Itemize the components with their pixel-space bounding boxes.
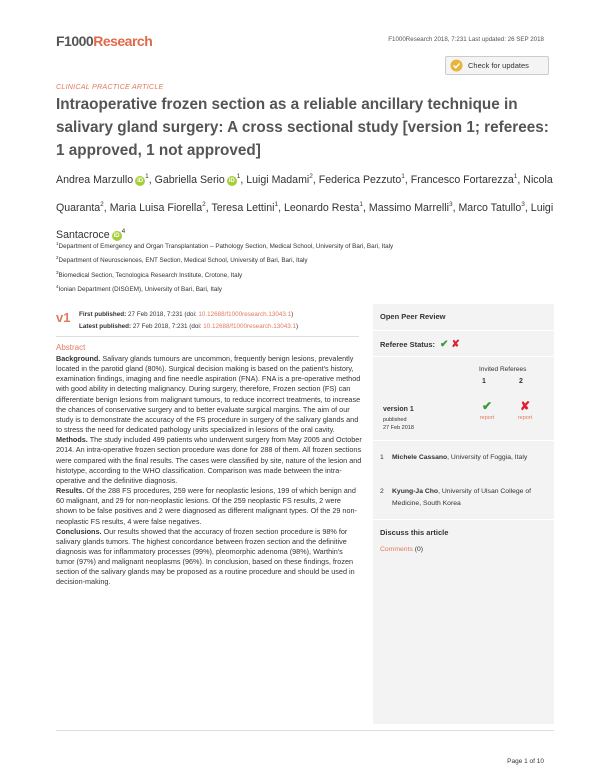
footer-divider — [56, 730, 554, 731]
author[interactable]: Federica Pezzuto — [318, 174, 402, 186]
comments — [380, 546, 423, 553]
author-affil-sup: 4 — [121, 228, 126, 235]
open-peer-review-panel — [373, 304, 554, 724]
affiliation-text: Department of Emergency and Organ Transplantation – Pathology Section, Medical School, University of Bari, Bari, Italy — [58, 243, 394, 250]
affiliation — [56, 267, 556, 281]
abstract-section-text: Salivary glands tumours are uncommon, frequently benign lesions, prevalently located in the parotid gland (80%). Surgical decision making is based on the patient's history, examination findings, imaging and fine needle aspiration (FNA). FNA is a pre-operative method with good ability in detecting malignancy. During surgery, therefore, Frozen section (FS) can differentiate benign lesions from malignant tumours, to reduce incorrect treatments, to increase the chances of conservative surgery and to better evaluate surgical margins. The aim of our study is to demonstrate the accuracy of the FS procedure in surgery of the salivary glands and to stress the need for dedicated pathology units specialized in lesions of the oral cavity. — [56, 354, 361, 435]
affiliation-text: Biomedical Section, Tecnologica Research Institute, Crotone, Italy — [58, 271, 243, 279]
report-link[interactable]: report — [517, 415, 533, 421]
author-sep: , — [103, 201, 110, 214]
author-affil-sup: 1 — [401, 173, 405, 180]
divider — [373, 330, 554, 331]
paren: ) — [291, 311, 294, 318]
author-sep: , — [517, 174, 524, 186]
author-affil-sup: 1 — [145, 173, 149, 180]
author[interactable]: Maria Luisa Fiorella — [109, 201, 203, 214]
author-sep: , — [363, 201, 369, 214]
author[interactable]: Massimo Marrelli — [368, 201, 449, 214]
abstract-section-text: Of the 288 FS procedures, 259 were for neoplastic lesions, 199 of which benign and 60 malignant, and 29 for non-neoplastic lesions. Of the 259 neoplastic FS results, 2 were shown to be false positives and 2 were diagnosed as different malignant types. Of the 29 non-neoplastic FS results, 4 were false negatives. — [56, 486, 357, 526]
check-icon: ✔ — [481, 399, 493, 413]
orcid-icon[interactable]: iD — [113, 233, 120, 239]
version-label: version 1 — [383, 406, 414, 413]
affiliation-text: Department of Neurosciences, ENT Section, Medical School, University of Bari, Bari, Italy — [58, 257, 308, 265]
first-published — [79, 311, 293, 318]
author-sep: , — [278, 201, 284, 214]
version-badge: v1 — [56, 310, 71, 325]
f1000-logo[interactable] — [56, 33, 152, 49]
header-meta: F1000Research 2018, 7:231 Last updated: 26 SEP 2018 — [388, 36, 544, 43]
author-affil-sup: 1 — [236, 173, 241, 180]
affiliation — [56, 281, 556, 295]
abstract-section-text: The study included 499 patients who underwent surgery from May 2005 and October 2014. An intra-operative frozen section procedure was done for 288 of them. All frozen sections were compared with the final results. The cases were classified by site, nature of the lesion and histotype, according to the WHO classification. Comparison was made between the intra-operative and the definitive diagnosis. — [56, 435, 362, 485]
article-type: CLINICAL PRACTICE ARTICLE — [56, 82, 164, 91]
abstract-section — [56, 486, 363, 527]
reviewer-name: Michele Cassano — [392, 454, 448, 461]
author-sep: , — [452, 201, 459, 214]
divider — [373, 356, 554, 357]
author-affil-sup: 3 — [521, 200, 525, 208]
affiliation-sup: 3 — [56, 269, 59, 275]
version-date-value: 27 Feb 2018 — [383, 424, 414, 431]
author-affil-sup: 3 — [448, 200, 453, 208]
version-date — [383, 417, 414, 432]
abstract-section-label: Results. — [56, 486, 85, 496]
page-number: Page 1 of 10 — [507, 758, 544, 765]
reviewer-affil: , University of Foggia, Italy — [447, 454, 528, 461]
affiliation-sup: 1 — [56, 241, 59, 246]
affiliation-sup: 2 — [56, 255, 59, 261]
author-sep: , — [524, 201, 531, 214]
author-sep: , — [312, 174, 319, 186]
abstract-section — [56, 527, 363, 588]
author-affil-sup: 2 — [309, 173, 313, 180]
abstract-body — [56, 354, 363, 588]
abstract-section-label: Methods. — [56, 435, 88, 445]
divider — [56, 336, 359, 337]
reviewer-name: Kyung-Ja Cho — [392, 488, 439, 495]
referee-2-report[interactable] — [514, 399, 536, 421]
latest-published-label: Latest published: — [79, 323, 132, 330]
latest-published — [79, 323, 298, 330]
abstract-section-text: Our results showed that the accuracy of frozen section procedure is 98% for salivary glands tumors. The highest concordance between frozen section and the definitive diagnosis was for inflammatory processes (99%), pleomorphic adenoma (98%), Warthin's tumor (97%) and malignant neoplasms (96%). In conclusion, based on these findings, frozen section of the salivary glands may be proposed as a routine procedure and should be used in decision-making. — [56, 526, 355, 587]
author-affil-sup: 1 — [274, 200, 279, 208]
referee-col-1: 1 — [482, 378, 486, 385]
reviewer-2 — [380, 486, 552, 509]
cross-icon: ✘ — [451, 339, 460, 350]
comments-count: (0) — [414, 546, 424, 553]
author[interactable]: Nicola Quaranta — [56, 174, 553, 214]
abstract-section-label: Background. — [56, 354, 101, 363]
author-sep: , — [240, 174, 247, 186]
author-affil-sup: 1 — [359, 200, 363, 208]
affiliations — [56, 238, 556, 295]
check-updates-icon — [450, 59, 463, 72]
affiliation-text: Ionian Department (DISGEM), University of Bari, Bari, Italy — [58, 285, 222, 293]
affiliation — [56, 252, 556, 266]
referee-status-label: Referee Status: — [380, 340, 436, 349]
logo-prefix: F1000 — [56, 33, 94, 49]
affiliation-sup: 4 — [56, 283, 59, 289]
doi-link[interactable]: 10.12688/f1000research.13043.1 — [203, 323, 297, 330]
cross-icon: ✘ — [519, 399, 531, 413]
author-affil-sup: 2 — [100, 200, 104, 208]
reviewer-affil: , University of Ulsan College of Medicine, South Korea — [392, 488, 532, 507]
orcid-icon[interactable]: iD — [137, 178, 144, 184]
logo-suffix: Research — [93, 33, 153, 49]
author-affil-sup: 2 — [202, 200, 206, 208]
peer-review-heading: Open Peer Review — [380, 312, 446, 321]
author-sep: , — [404, 174, 411, 186]
referee-col-2: 2 — [519, 378, 523, 385]
reviewer-1 — [380, 452, 552, 464]
abstract-section — [56, 354, 363, 435]
discuss-heading: Discuss this article — [380, 528, 449, 537]
author-affil-sup: 1 — [513, 173, 518, 180]
author-list — [56, 165, 556, 248]
affiliation — [56, 238, 556, 252]
divider — [373, 440, 554, 441]
doi-link[interactable]: 10.12688/f1000research.13043.1 — [198, 311, 292, 318]
author[interactable]: Leonardo Resta — [283, 201, 360, 214]
first-published-label: First published: — [79, 311, 127, 318]
divider — [373, 519, 554, 520]
author-sep: , — [148, 174, 155, 186]
check-for-updates-button[interactable] — [445, 56, 549, 75]
author-sep: , — [205, 201, 212, 214]
author[interactable]: Gabriella Serio — [154, 174, 225, 186]
author[interactable]: Luigi Madami — [246, 174, 310, 186]
paren: ) — [296, 323, 299, 330]
author[interactable]: Francesco Fortarezza — [410, 174, 514, 186]
reviewer-num: 1 — [380, 454, 384, 461]
author[interactable]: Luigi Santacroce — [56, 201, 554, 241]
article-title: Intraoperative frozen section as a reliable ancillary technique in salivary gland surgery: A cross sectional study [version 1; referees: 1 approved, 1 not approved] — [56, 96, 549, 159]
reviewer-num: 2 — [380, 488, 384, 495]
invited-referees-label: Invited Referees — [479, 366, 527, 373]
comments-link[interactable]: Comments — [380, 546, 413, 553]
check-updates-label: Check for updates — [468, 61, 529, 70]
author[interactable]: Teresa Lettini — [211, 201, 275, 214]
orcid-icon[interactable]: iD — [228, 178, 235, 184]
abstract-section — [56, 435, 363, 486]
author[interactable]: Marco Tatullo — [458, 201, 522, 214]
latest-published-text: 27 Feb 2018, 7:231 (doi: — [132, 323, 202, 330]
report-link[interactable]: report — [479, 415, 495, 421]
abstract-section-label: Conclusions. — [56, 526, 102, 536]
first-published-text: 27 Feb 2018, 7:231 (doi: — [127, 311, 197, 318]
check-icon: ✔ — [440, 339, 449, 350]
referee-status — [380, 339, 460, 350]
abstract-heading: Abstract — [56, 343, 86, 352]
author[interactable]: Andrea Marzullo — [56, 174, 134, 186]
referee-1-report[interactable] — [476, 399, 498, 421]
version-sub: published — [383, 417, 407, 423]
